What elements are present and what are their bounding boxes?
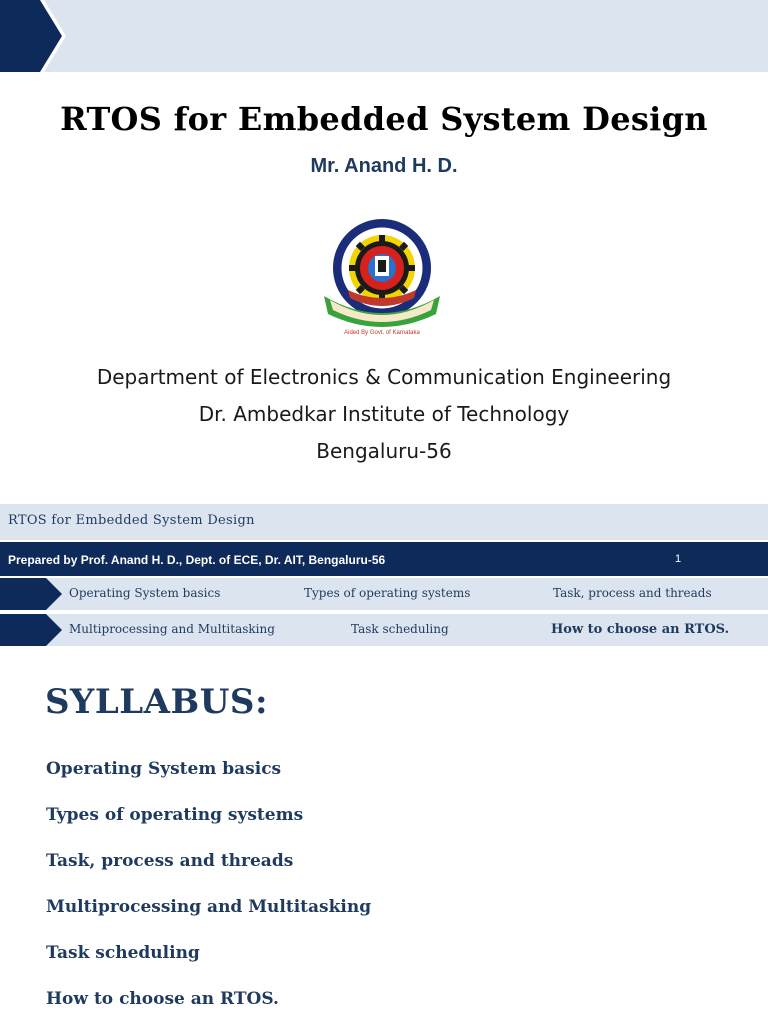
- title-slide: [0, 0, 768, 504]
- nav-link-os-types[interactable]: Types of operating systems: [304, 586, 471, 600]
- nav-row: [0, 578, 768, 610]
- syllabus-item: Task scheduling: [46, 943, 200, 963]
- syllabus-item: Multiprocessing and Multitasking: [46, 897, 372, 917]
- page-number: 1: [675, 553, 682, 565]
- syllabus-item: Types of operating systems: [46, 805, 304, 825]
- nav-link-multiprocessing[interactable]: Multiprocessing and Multitasking: [69, 622, 275, 636]
- header-band: [0, 0, 768, 72]
- chevron-right-icon: [0, 578, 64, 610]
- city-line: Bengaluru-56: [316, 439, 452, 463]
- presentation-title: RTOS for Embedded System Design: [60, 100, 708, 138]
- svg-text:Aided By Govt. of Karnataka: Aided By Govt. of Karnataka: [344, 330, 420, 336]
- institute-logo: [318, 218, 446, 336]
- syllabus-item: Task, process and threads: [46, 851, 294, 871]
- nav-link-choose-rtos[interactable]: How to choose an RTOS.: [551, 622, 730, 637]
- syllabus-item: How to choose an RTOS.: [46, 989, 279, 1009]
- nav-link-task-process[interactable]: Task, process and threads: [553, 586, 712, 600]
- institute-line: Dr. Ambedkar Institute of Technology: [198, 402, 570, 426]
- syllabus-item: Operating System basics: [46, 759, 282, 779]
- department-line: Department of Electronics & Communication Engineering: [96, 365, 672, 389]
- footer-title: RTOS for Embedded System Design: [8, 513, 255, 528]
- nav-link-task-scheduling[interactable]: Task scheduling: [351, 622, 449, 636]
- nav-link-os-basics[interactable]: Operating System basics: [69, 586, 221, 600]
- prepared-by-text: Prepared by Prof. Anand H. D., Dept. of ECE, Dr. AIT, Bengaluru-56: [8, 553, 386, 567]
- author-name: Mr. Anand H. D.: [310, 155, 458, 177]
- chevron-right-icon: [0, 0, 70, 72]
- nav-row: [0, 614, 768, 646]
- chevron-right-icon: [0, 614, 64, 646]
- syllabus-heading: SYLLABUS:: [45, 682, 269, 722]
